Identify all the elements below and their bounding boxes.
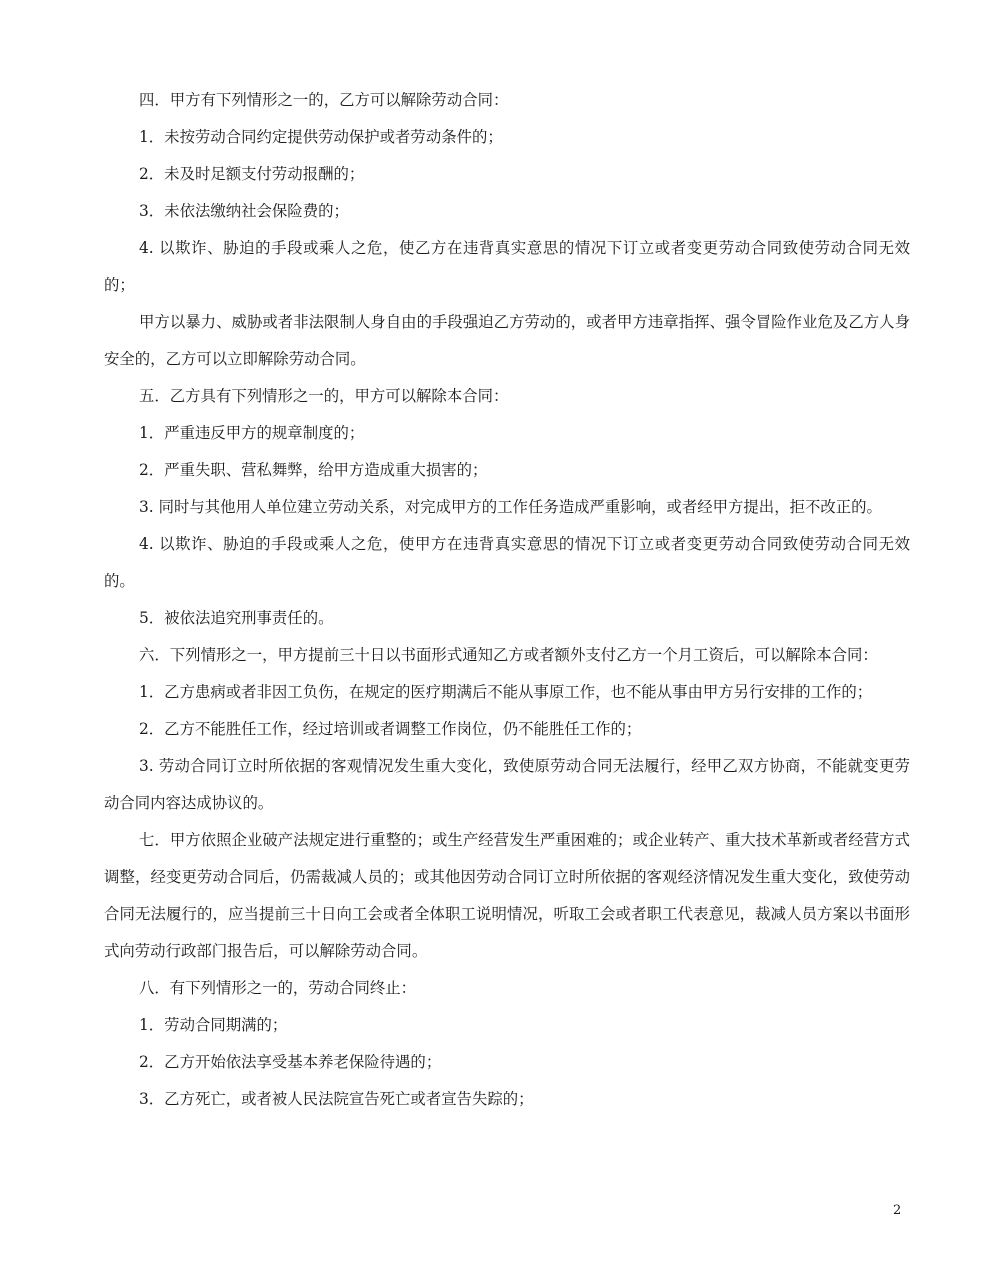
- section-5-item-2: 2．严重失职、营私舞弊，给甲方造成重大损害的；: [139, 461, 488, 479]
- section-6-item-1: 1．乙方患病或者非因工负伤，在规定的医疗期满后不能从事原工作，也不能从事由甲方另行安排的工作的；: [139, 683, 873, 701]
- page-number: 2: [893, 1203, 902, 1218]
- section-6-item-2: 2．乙方不能胜任工作，经过培训或者调整工作岗位，仍不能胜任工作的；: [139, 720, 642, 738]
- section-8-item-2: 2．乙方开始依法享受基本养老保险待遇的；: [139, 1053, 442, 1071]
- section-5-item-3: 3. 同时与其他用人单位建立劳动关系，对完成甲方的工作任务造成严重影响，或者经甲方提出，拒不改正的。: [139, 498, 882, 516]
- section-6-heading: 六．下列情形之一，甲方提前三十日以书面形式通知乙方或者额外支付乙方一个月工资后，可以解除本合同：: [139, 646, 878, 664]
- section-4-heading: 四．甲方有下列情形之一的，乙方可以解除劳动合同：: [139, 91, 509, 109]
- section-5-item-4: 4. 以欺诈、胁迫的手段或乘人之危，使甲方在违背真实意思的情况下订立或者变更劳动合同致使劳动合同无效的。: [104, 535, 910, 590]
- section-8-item-3: 3．乙方死亡，或者被人民法院宣告死亡或者宣告失踪的；: [139, 1090, 534, 1108]
- section-5-item-5: 5．被依法追究刑事责任的。: [139, 609, 334, 627]
- section-8-heading: 八．有下列情形之一的，劳动合同终止：: [139, 979, 417, 997]
- section-4-item-4: 4. 以欺诈、胁迫的手段或乘人之危，使乙方在违背真实意思的情况下订立或者变更劳动合同致使劳动合同无效的；: [104, 239, 910, 294]
- section-5-item-1: 1．严重违反甲方的规章制度的；: [139, 424, 365, 442]
- section-6-item-3: 3. 劳动合同订立时所依据的客观情况发生重大变化，致使原劳动合同无法履行，经甲乙双方协商，不能就变更劳动合同内容达成协议的。: [104, 757, 910, 812]
- section-4-note: 甲方以暴力、威胁或者非法限制人身自由的手段强迫乙方劳动的，或者甲方违章指挥、强令冒险作业危及乙方人身安全的，乙方可以立即解除劳动合同。: [104, 313, 910, 368]
- section-4-item-2: 2．未及时足额支付劳动报酬的；: [139, 165, 365, 183]
- section-5-heading: 五．乙方具有下列情形之一的，甲方可以解除本合同：: [139, 387, 509, 405]
- section-4-item-3: 3．未依法缴纳社会保险费的；: [139, 202, 349, 220]
- section-4-item-1: 1．未按劳动合同约定提供劳动保护或者劳动条件的；: [139, 128, 503, 146]
- section-8-item-1: 1．劳动合同期满的；: [139, 1016, 288, 1034]
- section-7-paragraph: 七．甲方依照企业破产法规定进行重整的；或生产经营发生严重困难的；或企业转产、重大技术革新或者经营方式调整，经变更劳动合同后，仍需裁减人员的；或其他因劳动合同订立时所依据的客观经济情况发生重大变化，致使劳动合同无法履行的，应当提前三十日向工会或者全体职工说明情况，听取工会或者职工代表意见，裁减人员方案以书面形式向劳动行政部门报告后，可以解除劳动合同。: [104, 831, 910, 960]
- document-body: [104, 82, 910, 1118]
